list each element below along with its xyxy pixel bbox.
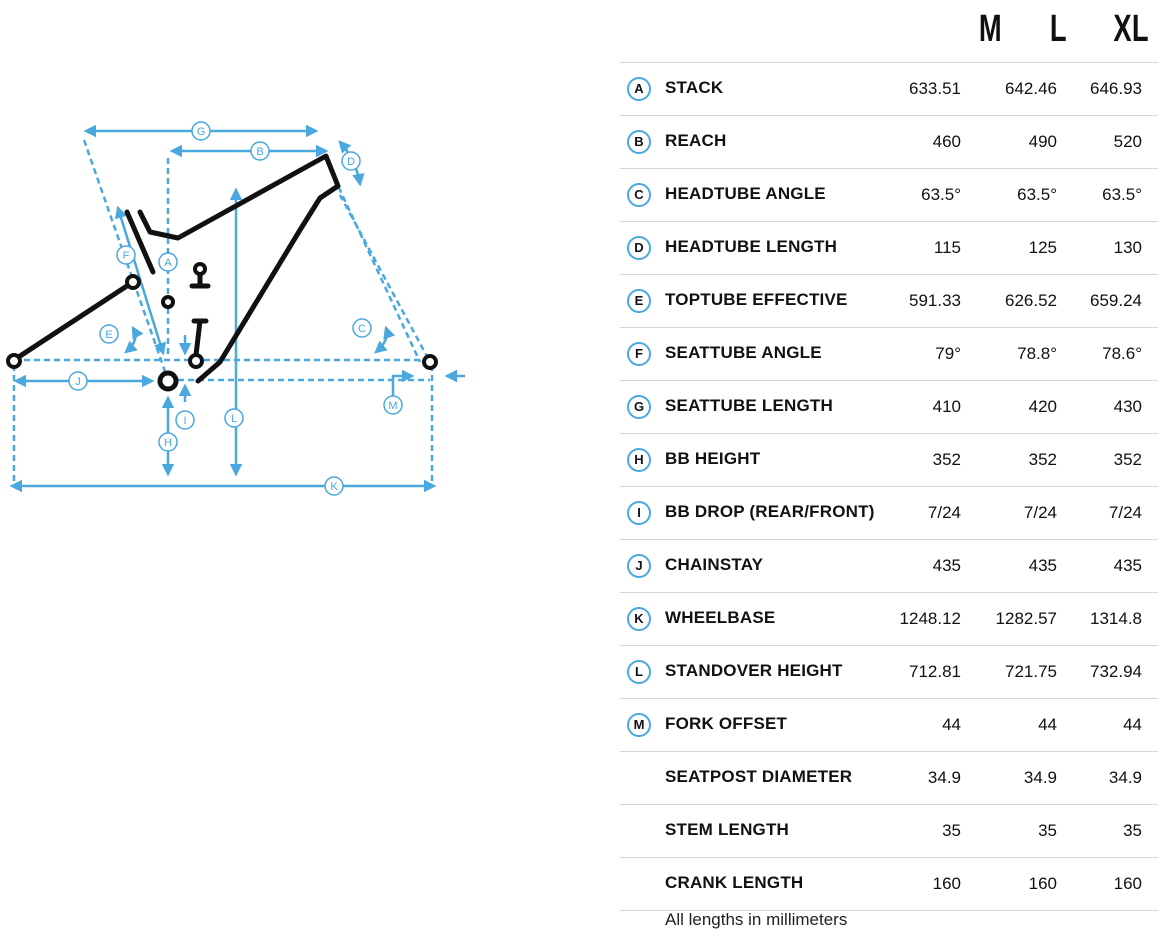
bike-frame <box>14 156 338 381</box>
diagram-label-a <box>159 253 177 271</box>
value-m: 712.81 <box>909 662 961 681</box>
value-l: 626.52 <box>1005 291 1057 310</box>
dimension-label: SEATTUBE ANGLE <box>665 343 822 362</box>
diagram-label-text: M <box>388 400 398 412</box>
size-header-m: M <box>978 8 1002 50</box>
diagram-label-c <box>353 319 371 337</box>
dimension-label: STANDOVER HEIGHT <box>665 661 843 680</box>
diagram-label-text: D <box>347 156 355 168</box>
table-row <box>620 487 1158 540</box>
dimension-label: BB DROP (REAR/FRONT) <box>665 502 875 521</box>
table-row <box>620 699 1158 752</box>
table-row <box>620 328 1158 381</box>
frame-geometry-diagram <box>0 100 480 510</box>
diagram-label-h <box>159 433 177 451</box>
value-l: 435 <box>1028 556 1057 575</box>
value-m: 1248.12 <box>899 609 961 628</box>
value-xl: 63.5° <box>1102 185 1142 204</box>
value-xl: 659.24 <box>1090 291 1142 310</box>
table-row <box>620 169 1158 222</box>
dimension-badge: M <box>627 713 651 737</box>
diagram-label-b <box>251 142 269 160</box>
value-xl: 646.93 <box>1090 79 1142 98</box>
pivot-points <box>8 264 436 389</box>
table-row <box>620 275 1158 328</box>
dimension-label: CHAINSTAY <box>665 555 764 574</box>
value-xl: 78.6° <box>1102 344 1142 363</box>
table-row <box>620 805 1158 858</box>
table-row <box>620 222 1158 275</box>
value-xl: 1314.8 <box>1090 609 1142 628</box>
value-m: 633.51 <box>909 79 961 98</box>
value-xl: 520 <box>1113 132 1142 151</box>
dimension-label: TOPTUBE EFFECTIVE <box>665 290 848 309</box>
value-m: 35 <box>942 821 961 840</box>
diagram-label-text: B <box>256 146 264 158</box>
table-row <box>620 752 1158 805</box>
dimension-label: WHEELBASE <box>665 608 776 627</box>
value-l: 63.5° <box>1017 185 1057 204</box>
drop-arrows <box>185 335 465 402</box>
value-l: 125 <box>1028 238 1057 257</box>
table-row <box>620 63 1158 116</box>
size-header-row <box>620 0 1158 63</box>
value-l: 78.8° <box>1017 344 1057 363</box>
value-xl: 35 <box>1123 821 1142 840</box>
value-m: 460 <box>932 132 961 151</box>
geometry-rows <box>620 63 1158 911</box>
value-l: 490 <box>1028 132 1057 151</box>
table-row <box>620 116 1158 169</box>
dimension-label: REACH <box>665 131 727 150</box>
value-xl: 352 <box>1113 450 1142 469</box>
value-l: 1282.57 <box>995 609 1057 628</box>
diagram-label-text: A <box>164 257 172 269</box>
value-l: 721.75 <box>1005 662 1057 681</box>
value-l: 352 <box>1028 450 1057 469</box>
table-row <box>620 540 1158 593</box>
dimension-badge: K <box>627 607 651 631</box>
dimension-badge: I <box>627 501 651 525</box>
dimension-label: HEADTUBE LENGTH <box>665 237 838 256</box>
value-l: 420 <box>1028 397 1057 416</box>
dimension-label: FORK OFFSET <box>665 714 788 733</box>
size-header-xl: XL <box>1113 8 1149 50</box>
units-footnote: All lengths in millimeters <box>665 910 848 929</box>
dimension-label: BB HEIGHT <box>665 449 761 468</box>
diagram-label-e <box>100 325 118 343</box>
diagram-label-j <box>69 372 87 390</box>
dimension-badge: D <box>627 236 651 260</box>
value-xl: 44 <box>1123 715 1142 734</box>
value-m: 34.9 <box>927 768 961 787</box>
value-m: 410 <box>932 397 961 416</box>
diagram-label-k <box>325 477 343 495</box>
value-m: 7/24 <box>927 503 961 522</box>
dimension-badge: J <box>627 554 651 578</box>
value-xl: 160 <box>1113 874 1142 893</box>
value-l: 35 <box>1038 821 1057 840</box>
table-row <box>620 593 1158 646</box>
dimension-badge: A <box>627 77 651 101</box>
dimension-badge: L <box>627 660 651 684</box>
value-xl: 34.9 <box>1108 768 1142 787</box>
value-m: 115 <box>933 238 961 257</box>
reference-lines <box>14 140 432 482</box>
dimension-badge: H <box>627 448 651 472</box>
size-header-l: L <box>1049 8 1067 50</box>
diagram-label-text: G <box>196 126 206 138</box>
value-m: 44 <box>942 715 961 734</box>
diagram-label-i <box>176 411 194 429</box>
value-xl: 7/24 <box>1108 503 1142 522</box>
value-l: 642.46 <box>1005 79 1057 98</box>
dimension-badge: C <box>627 183 651 207</box>
diagram-label-text: F <box>122 250 130 262</box>
dimension-badge: G <box>627 395 651 419</box>
value-xl: 430 <box>1113 397 1142 416</box>
dimension-label: CRANK LENGTH <box>665 873 804 892</box>
table-row <box>620 646 1158 699</box>
dimension-arrows <box>12 131 434 486</box>
value-xl: 130 <box>1113 238 1142 257</box>
table-row <box>620 434 1158 487</box>
value-m: 352 <box>932 450 961 469</box>
diagram-label-text: H <box>164 437 172 449</box>
diagram-label-m <box>384 396 402 414</box>
dimension-badge: B <box>627 130 651 154</box>
value-l: 7/24 <box>1023 503 1057 522</box>
table-row <box>620 381 1158 434</box>
value-l: 34.9 <box>1023 768 1057 787</box>
diagram-label-d <box>342 152 360 170</box>
dimension-badge: F <box>627 342 651 366</box>
dimension-label: SEATPOST DIAMETER <box>665 767 853 786</box>
dimension-label: HEADTUBE ANGLE <box>665 184 826 203</box>
value-m: 63.5° <box>921 185 961 204</box>
value-m: 591.33 <box>909 291 961 310</box>
diagram-label-text: K <box>330 481 338 493</box>
diagram-label-f <box>117 246 135 264</box>
diagram-label-text: E <box>105 329 113 341</box>
dimension-label: STEM LENGTH <box>665 820 790 839</box>
diagram-label-text: I <box>183 415 187 427</box>
value-l: 44 <box>1038 715 1057 734</box>
dimension-label: SEATTUBE LENGTH <box>665 396 833 415</box>
diagram-label-g <box>192 122 210 140</box>
geometry-table <box>620 0 1158 911</box>
value-l: 160 <box>1028 874 1057 893</box>
value-m: 79° <box>935 344 961 363</box>
dimension-label: STACK <box>665 78 724 97</box>
diagram-label-text: C <box>358 323 366 335</box>
diagram-label-text: L <box>230 413 238 425</box>
value-m: 160 <box>932 874 961 893</box>
dimension-badge: E <box>627 289 651 313</box>
diagram-label-l <box>225 409 243 427</box>
value-xl: 435 <box>1113 556 1142 575</box>
diagram-label-text: J <box>75 376 81 388</box>
table-row <box>620 858 1158 911</box>
value-xl: 732.94 <box>1090 662 1142 681</box>
value-m: 435 <box>932 556 961 575</box>
